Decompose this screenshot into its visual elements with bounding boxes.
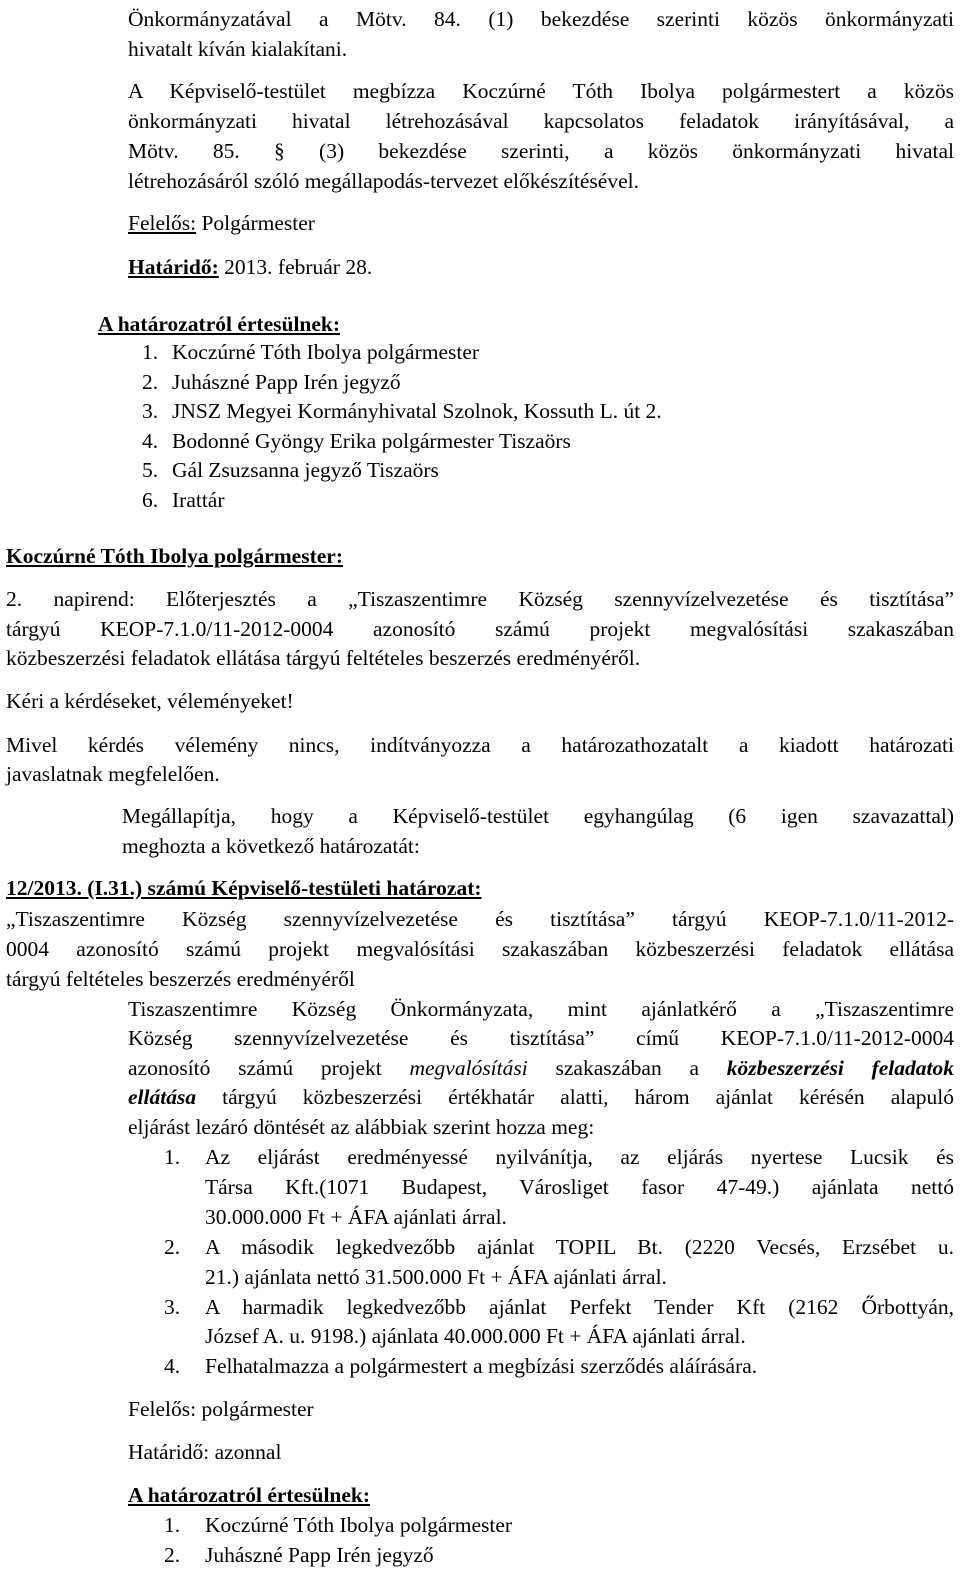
list-item: Az eljárást eredményessé nyilvánítja, az eljárás nyertese Lucsik és bbox=[205, 1145, 954, 1169]
paragraph-line: meghozta a következő határozatát: bbox=[122, 834, 420, 858]
deadline-value: 2013. február 28. bbox=[218, 255, 373, 279]
list-item: 30.000.000 Ft + ÁFA ajánlati árral. bbox=[205, 1205, 507, 1229]
list-item-number: 2. bbox=[164, 1235, 181, 1259]
paragraph-line: Mivel kérdés vélemény nincs, indítványozza a határozathozatalt a kiadott határozati bbox=[6, 733, 954, 757]
deadline-line bbox=[128, 252, 372, 282]
paragraph-line: hivatalt kíván kialakítani. bbox=[128, 37, 348, 61]
list-item: 5. Gál Zsuzsanna jegyző Tiszaörs bbox=[142, 458, 439, 482]
list-item: 1. Koczúrné Tóth Ibolya polgármester bbox=[142, 340, 480, 364]
deadline-label: Határidő: bbox=[128, 255, 219, 279]
paragraph-line: Megállapítja, hogy a Képviselő-testület egyhangúlag (6 igen szavazattal) bbox=[122, 804, 954, 828]
resolution-title: 12/2013. (I.31.) számú Képviselő-testületi határozat: bbox=[6, 876, 482, 900]
list-item: 21.) ajánlata nettó 31.500.000 Ft + ÁFA ajánlati árral. bbox=[205, 1265, 667, 1289]
paragraph-line: létrehozásáról szóló megállapodás-tervezet előkészítésével. bbox=[128, 169, 639, 193]
paragraph-line: közbeszerzési feladatok ellátása tárgyú feltételes beszerzés eredményéről. bbox=[6, 646, 641, 670]
responsible-line: Felelős: polgármester bbox=[128, 1397, 314, 1421]
paragraph-line: A Képviselő-testület megbízza Koczúrné Tóth Ibolya polgármestert a közös bbox=[128, 79, 954, 103]
paragraph-line: Mötv. 85. § (3) bekezdése szerinti, a közös önkormányzati hivatal bbox=[128, 139, 954, 163]
list-item: Felhatalmazza a polgármestert a megbízási szerződés aláírására. bbox=[205, 1354, 758, 1378]
responsible-value: Polgármester bbox=[196, 211, 315, 235]
list-item: A harmadik legkedvezőbb ajánlat Perfekt Tender Kft (2162 Őrbottyán, bbox=[205, 1295, 954, 1319]
list-item: A második legkedvezőbb ajánlat TOPIL Bt. (2220 Vecsés, Erzsébet u. bbox=[205, 1235, 954, 1259]
paragraph-line: Önkormányzatával a Mötv. 84. (1) bekezdése szerinti közös önkormányzati bbox=[128, 7, 954, 31]
paragraph-line: 0004 azonosító számú projekt megvalósítási szakaszában közbeszerzési feladatok ellátása bbox=[6, 937, 954, 961]
paragraph-line: javaslatnak megfelelően. bbox=[6, 762, 220, 786]
notify-heading: A határozatról értesülnek: bbox=[98, 312, 341, 336]
list-item-number: 4. bbox=[164, 1354, 181, 1378]
deadline-line: Határidő: azonnal bbox=[128, 1440, 282, 1464]
list-item: 6. Irattár bbox=[142, 488, 225, 512]
paragraph-line: tárgyú feltételes beszerzés eredményéről bbox=[6, 967, 355, 991]
list-item-number: 1. bbox=[164, 1145, 181, 1169]
paragraph-line: Község szennyvízelvezetése és tisztítása” című KEOP-7.1.0/11-2012-0004 bbox=[128, 1026, 954, 1050]
paragraph-line: Tiszaszentimre Község Önkormányzata, mint ajánlatkérő a „Tiszaszentimre bbox=[128, 997, 954, 1021]
responsible-label: Felelős: bbox=[128, 211, 197, 235]
paragraph-line: eljárást lezáró döntését az alábbiak szerint hozza meg: bbox=[128, 1115, 595, 1139]
paragraph-line: Kéri a kérdéseket, véleményeket! bbox=[6, 689, 294, 713]
list-item: 4. Bodonné Gyöngy Erika polgármester Tiszaörs bbox=[142, 429, 571, 453]
list-item: Társa Kft.(1071 Budapest, Városliget fasor 47-49.) ajánlata nettó bbox=[205, 1175, 954, 1199]
paragraph-line: azonosító számú projekt megvalósítási szakaszában a közbeszerzési feladatok bbox=[128, 1056, 954, 1080]
speaker-heading: Koczúrné Tóth Ibolya polgármester: bbox=[6, 544, 343, 568]
paragraph-line: ellátása tárgyú közbeszerzési értékhatár alatti, három ajánlat kérésén alapuló bbox=[128, 1085, 954, 1109]
responsible-line bbox=[128, 208, 315, 238]
list-item: József A. u. 9198.) ajánlata 40.000.000 Ft + ÁFA ajánlati árral. bbox=[205, 1324, 746, 1348]
paragraph-line: tárgyú KEOP-7.1.0/11-2012-0004 azonosító számú projekt megvalósítási szakaszában bbox=[6, 617, 954, 641]
paragraph-line: „Tiszaszentimre Község szennyvízelvezetése és tisztítása” tárgyú KEOP-7.1.0/11-2012- bbox=[6, 907, 954, 931]
list-item-number: 3. bbox=[164, 1295, 181, 1319]
list-item: 1. Koczúrné Tóth Ibolya polgármester bbox=[164, 1513, 513, 1537]
paragraph-line: 2. napirend: Előterjesztés a „Tiszaszentimre Község szennyvízelvezetése és tisztítása” bbox=[6, 587, 954, 611]
list-item: 3. JNSZ Megyei Kormányhivatal Szolnok, Kossuth L. út 2. bbox=[142, 399, 662, 423]
paragraph-line: önkormányzati hivatal létrehozásával kapcsolatos feladatok irányításával, a bbox=[128, 109, 954, 133]
list-item: 2. Juhászné Papp Irén jegyző bbox=[142, 370, 401, 394]
list-item: 2. Juhászné Papp Irén jegyző bbox=[164, 1543, 434, 1567]
notify-heading: A határozatról értesülnek: bbox=[128, 1483, 371, 1507]
